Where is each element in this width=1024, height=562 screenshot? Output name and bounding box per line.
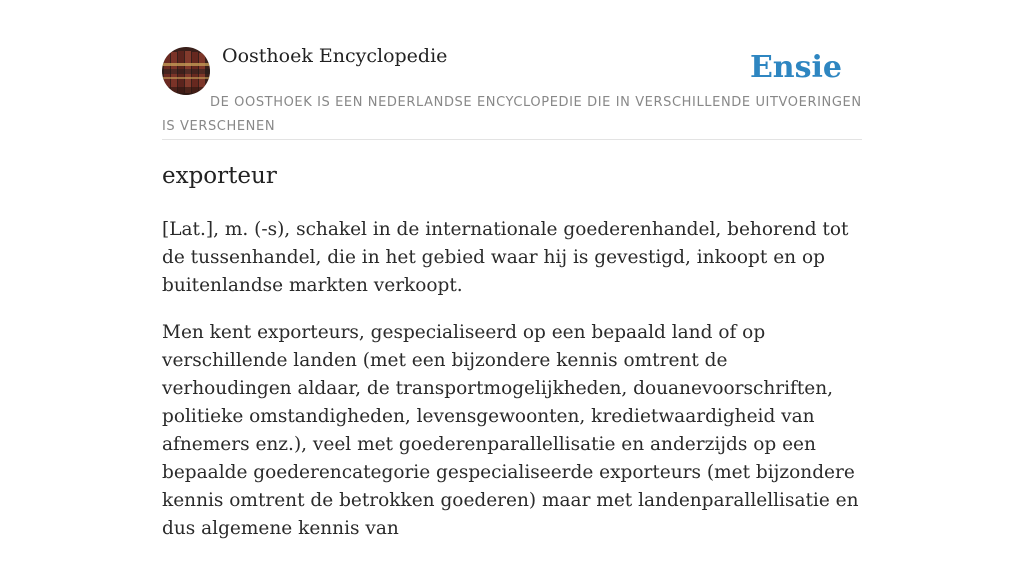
header-divider [162,139,862,140]
entry-body [162,216,862,562]
site-name[interactable]: Oosthoek Encyclopedie [222,45,448,67]
encyclopedia-books-icon [162,47,210,95]
site-tagline: DE OOSTHOEK IS EEN NEDERLANDSE ENCYCLOPEDIE DIE IN VERSCHILLENDE UITVOERINGEN IS VERSCHENEN [162,95,862,134]
entry-paragraph: [Lat.], m. (-s), schakel in de internationale goederenhandel, behorend tot de tussenhandel, die in het gebied waar hij is gevestigd, inkoopt en op buitenlandse markten verkoopt. [162,219,849,296]
entry-paragraph: Men kent exporteurs, gespecialiseerd op een bepaald land of op verschillende landen (met een bijzondere kennis omtrent de verhoudingen aldaar, de transportmogelijkheden, douanevoorschriften, politieke omstandigheden, levensgewoonten, kredietwaardigheid van afnemers enz.), veel met goederenparallellisatie en anderzijds op een bepaalde goederencategorie gespecialiseerde exporteurs (met bijzondere kennis omtrent de betrokken goederen) maar met landenparallellisatie en dus algemene kennis van [162,322,859,539]
site-avatar[interactable] [162,47,210,95]
brand-logo-text[interactable]: Ensie [749,50,842,85]
entry-title: exporteur [162,163,277,189]
